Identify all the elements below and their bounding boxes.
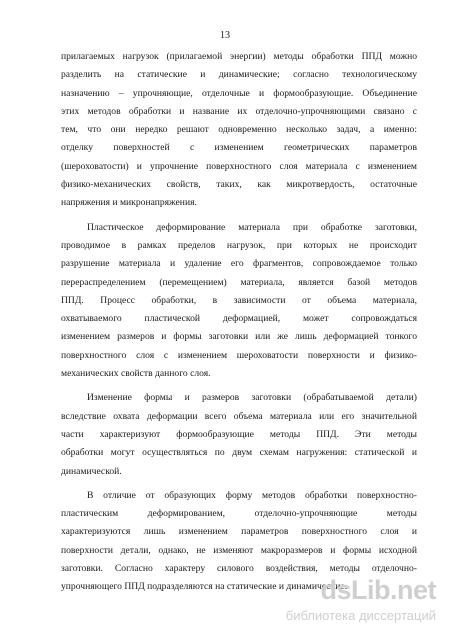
text-line: тем, что они нередко решают одновременно несколько задач, а именно: (61, 124, 417, 136)
paragraph (61, 389, 417, 480)
body-text (61, 48, 417, 597)
text-line: ППД. Процесс обработки, в зависимости от объема материала, (61, 294, 417, 306)
text-line: назначению – упрочняющие, отделочные и формообразующие. Объединение (61, 87, 417, 99)
text-line: Пластическое деформирование материала при обработке заготовки, (87, 221, 417, 233)
text-line: В отличие от образующих форму методов обработки поверхностно- (87, 489, 417, 501)
text-line: охватываемого пластической деформацией, может сопровождаться (61, 313, 417, 325)
text-line: (шероховатости) и упрочнение поверхностного слоя материала с изменением (61, 160, 417, 172)
text-line: Изменение формы и размеров заготовки (обрабатываемой детали) (87, 392, 417, 404)
text-line: характеризуются лишь изменением параметров поверхностного слоя и (61, 526, 417, 538)
text-line: заготовки. Согласно характеру силового воздействия, методы отделочно- (61, 563, 417, 575)
text-line: пластическим деформированием, отделочно-упрочняющие методы (61, 508, 417, 520)
text-line: части характеризуют формообразующие методы ППД. Эти методы (61, 428, 417, 440)
text-line: напряжения и микронапряжения. (61, 197, 197, 209)
text-line: упрочняющего ППД подразделяются на статические и динамические. (61, 581, 348, 593)
text-line: отделку поверхностей с изменением геометрических параметров (61, 142, 417, 154)
text-line: физико-механических свойств, таких, как микротвердость, остаточные (61, 179, 417, 191)
text-line: вследствие охвата деформации всего объема материала или его значительной (61, 410, 417, 422)
text-line: обработки могут осуществляться по двум схемам нагружения: статической и (61, 447, 417, 459)
text-line: прилагаемых нагрузок (прилагаемой энергии) методы обработки ППД можно (61, 51, 417, 62)
text-line: поверхности детали, однако, не изменяют макроразмеров и формы исходной (61, 544, 417, 556)
watermark-subtitle: библиотека диссертаций (285, 608, 436, 623)
text-line: разделить на статические и динамические; согласно технологическому (61, 69, 417, 81)
text-line: проводимое в рамках пределов нагрузок, при которых не происходит (61, 239, 417, 251)
text-line: перераспределением (перемещением) материала, является базой методов (61, 276, 417, 288)
text-line: разрушение материала и удаление его фрагментов, сопровождаемое только (61, 258, 417, 270)
text-line: динамической. (61, 465, 122, 477)
page-number: 13 (220, 30, 230, 41)
watermark-logo: dsLib.net (320, 575, 436, 605)
text-line: поверхностного слоя с изменением шероховатости поверхности и физико- (61, 349, 417, 361)
watermark (256, 574, 436, 628)
text-line: механических свойств данного слоя. (61, 368, 211, 380)
text-line: изменением размеров и формы заготовки или же лишь деформацией тонкого (61, 331, 417, 343)
text-line: этих методов обработки и название их отделочно-упрочняющими связано с (61, 105, 417, 117)
paragraph (61, 219, 417, 384)
paragraph (61, 48, 417, 213)
